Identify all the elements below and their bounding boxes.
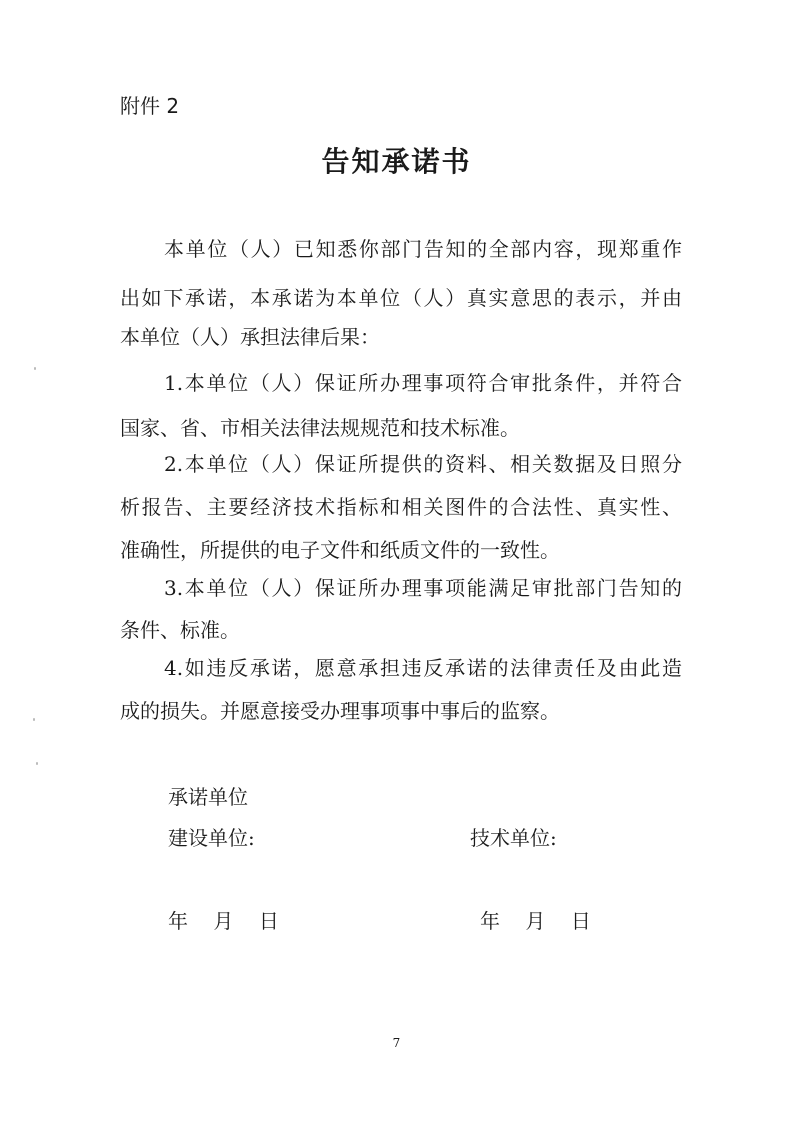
date-line-left: 年 月 日 <box>168 909 279 933</box>
attachment-label: 附件 2 <box>120 94 180 118</box>
paragraph-line: 2.本单位（人）保证所提供的资料、相关数据及日照分 <box>164 452 682 476</box>
paragraph-line: 1.本单位（人）保证所办理事项符合审批条件，并符合 <box>164 371 682 395</box>
paragraph-line: 析报告、主要经济技术指标和相关图件的合法性、真实性、 <box>120 495 682 519</box>
paragraph-line: 国家、省、市相关法律法规规范和技术标准。 <box>120 416 520 440</box>
paragraph-line: 3.本单位（人）保证所办理事项能满足审批部门告知的 <box>164 576 682 600</box>
paragraph-line: 本单位（人）已知悉你部门告知的全部内容，现郑重作 <box>164 237 682 261</box>
scan-speck <box>36 762 38 765</box>
paragraph-line: 条件、标准。 <box>120 618 240 642</box>
signature-heading: 承诺单位 <box>168 785 248 809</box>
paragraph-line: 本单位（人）承担法律后果： <box>120 325 380 349</box>
document-title: 告知承诺书 <box>321 145 472 178</box>
scan-speck <box>34 367 36 370</box>
paragraph-line: 出如下承诺，本承诺为本单位（人）真实意思的表示，并由 <box>120 286 682 310</box>
date-line-right: 年 月 日 <box>480 909 591 933</box>
page-number: 7 <box>392 1036 401 1050</box>
construction-unit-label: 建设单位: <box>168 826 255 850</box>
paragraph-line: 4.如违反承诺，愿意承担违反承诺的法律责任及由此造 <box>164 656 682 680</box>
scan-speck <box>33 718 35 721</box>
technical-unit-label: 技术单位: <box>470 826 557 850</box>
paragraph-line: 成的损失。并愿意接受办理事项事中事后的监察。 <box>120 699 560 723</box>
paragraph-line: 准确性，所提供的电子文件和纸质文件的一致性。 <box>120 538 560 562</box>
